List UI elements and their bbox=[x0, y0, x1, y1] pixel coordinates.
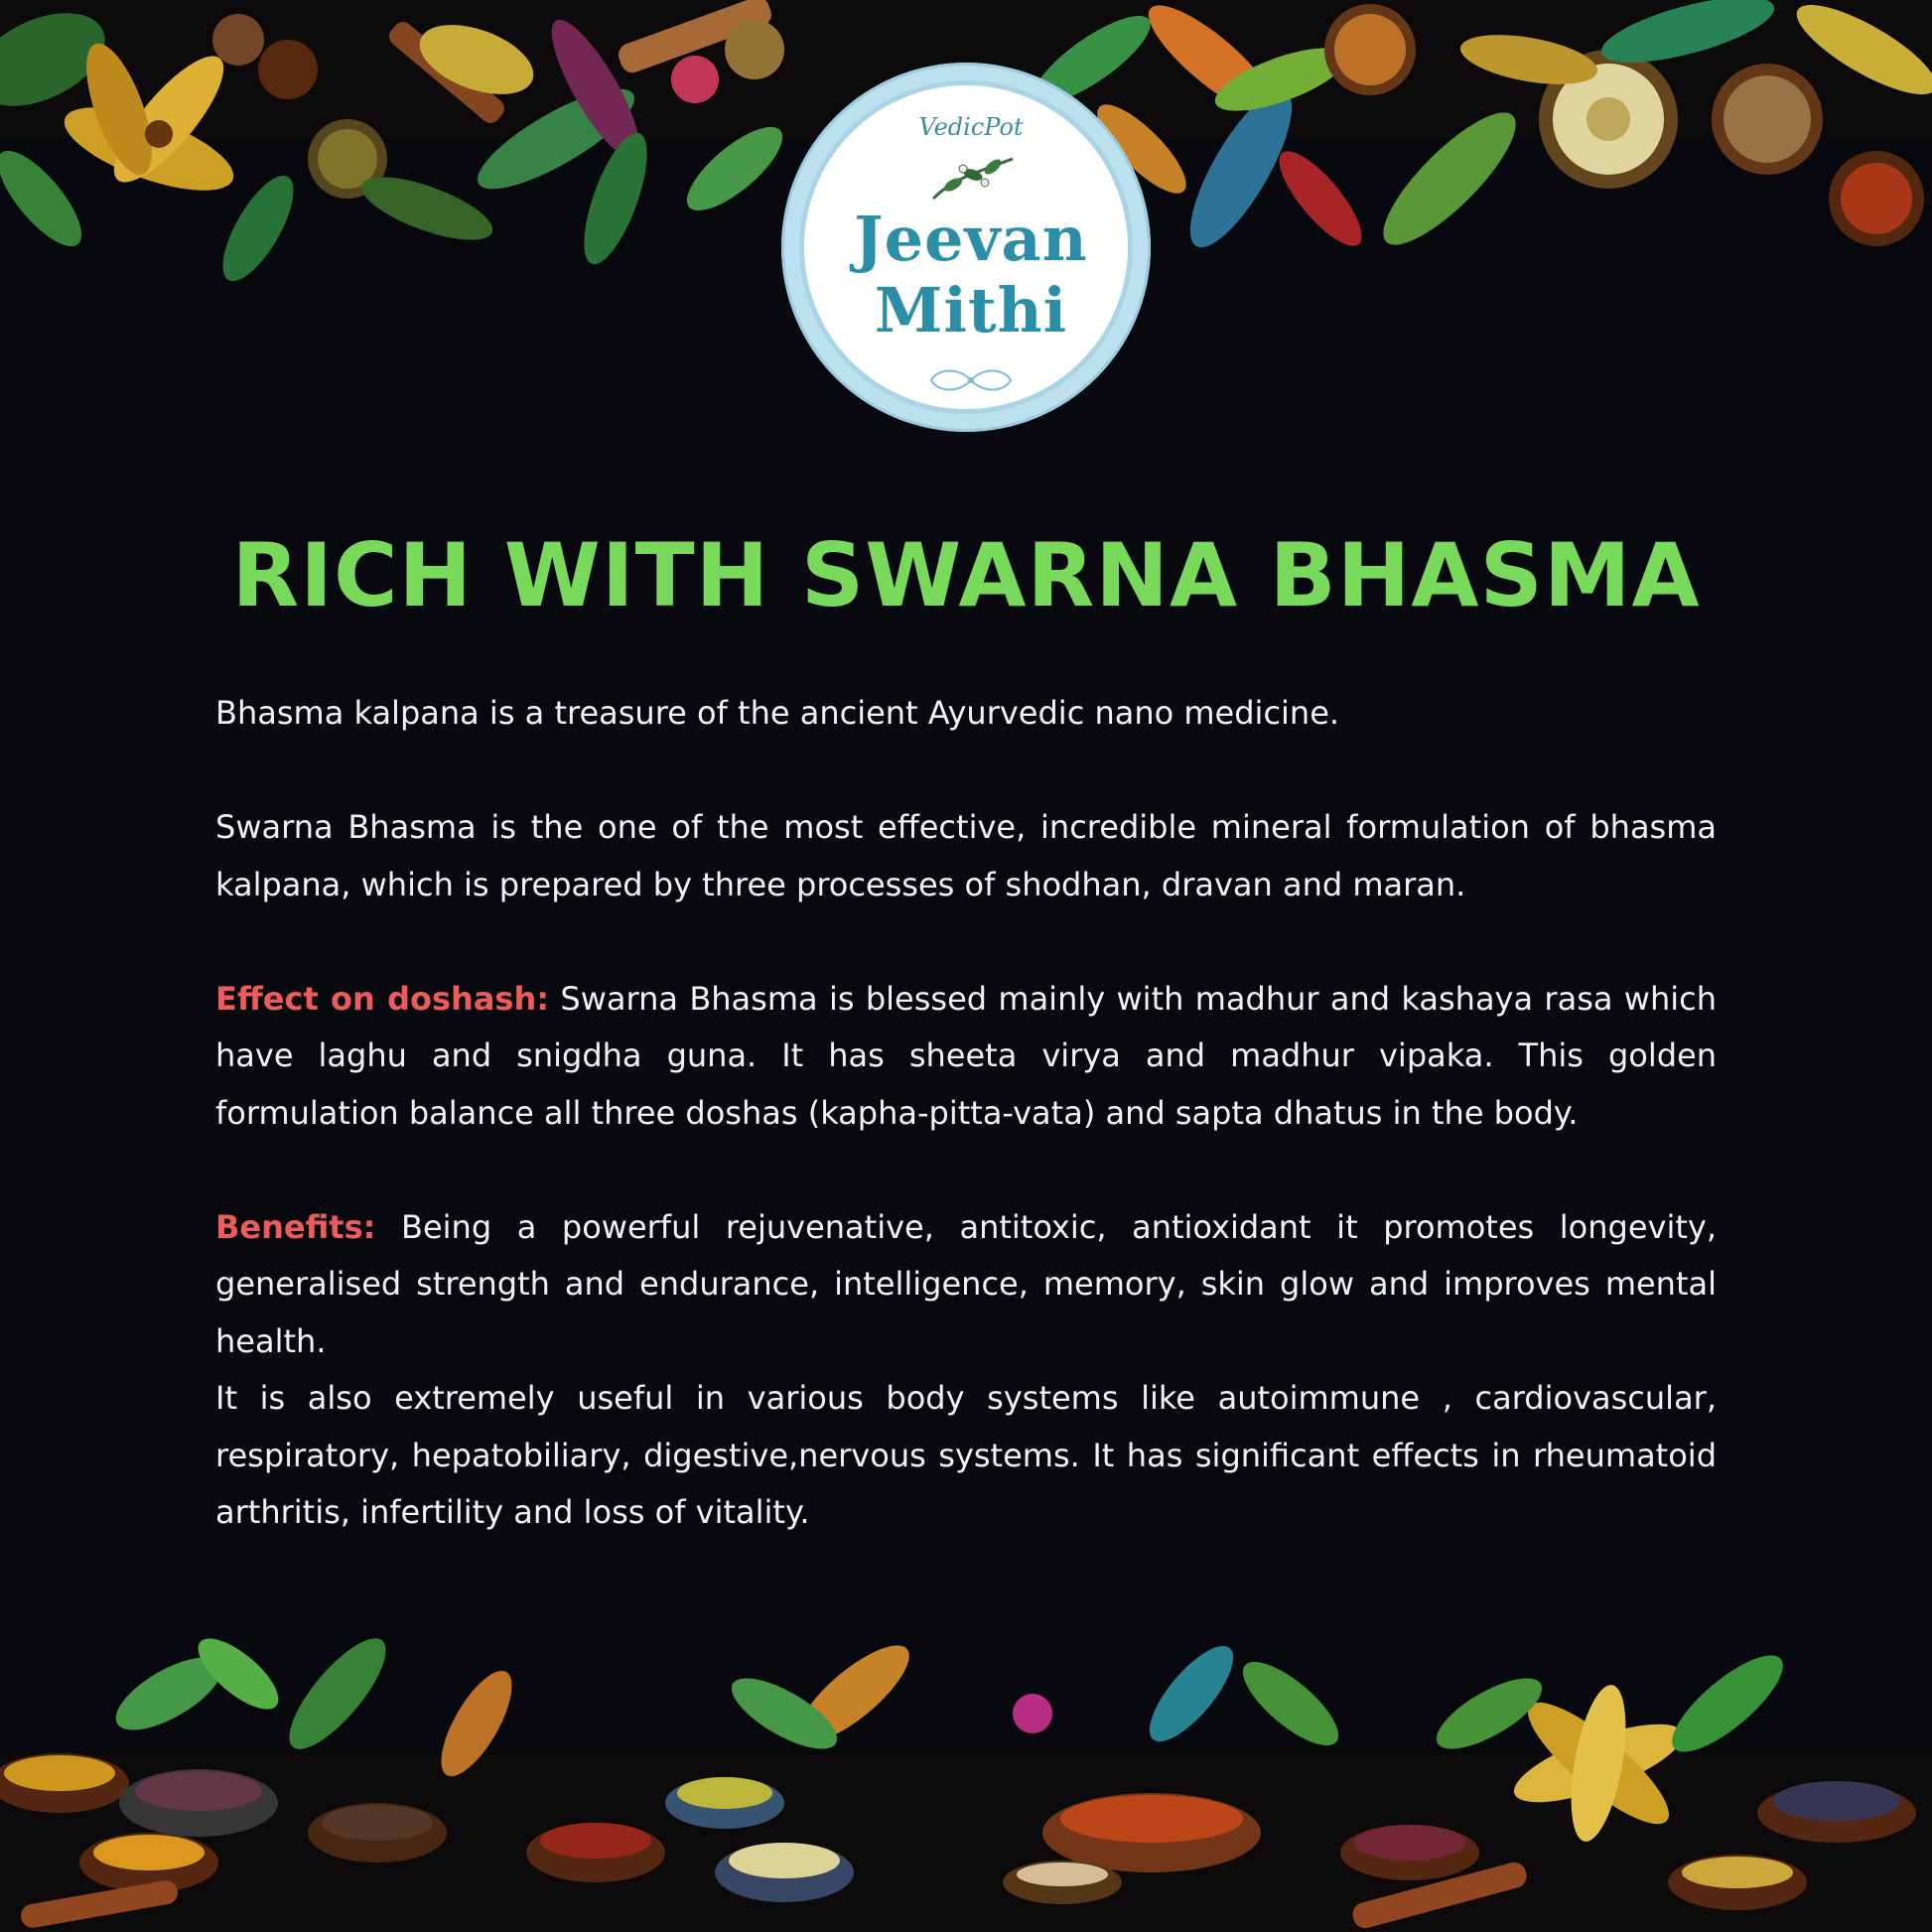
logo-brand-text: VedicPot bbox=[918, 113, 1024, 141]
ribbon-bow-icon bbox=[921, 365, 1021, 395]
description-content bbox=[215, 685, 1717, 1542]
body-systems-paragraph: It is also extremely useful in various body systems like autoimmune , cardiovascular, respiratory, hepatobiliary, digestive,nervous systems. It has significant effects in rheumatoid arthritis, infertility and loss of vitality. bbox=[215, 1379, 1717, 1531]
benefits-label: Benefits: bbox=[215, 1207, 376, 1246]
herb-sprig-icon bbox=[923, 149, 1023, 208]
page-title: RICH WITH SWARNA BHASMA bbox=[231, 524, 1701, 626]
brand-logo bbox=[781, 63, 1151, 432]
dosha-effect-label: Effect on doshash: bbox=[215, 979, 550, 1018]
benefits-paragraph bbox=[215, 1199, 1717, 1371]
logo-name-line2: Mithi bbox=[874, 274, 1068, 346]
logo-name-line1: Jeevan bbox=[854, 203, 1088, 275]
logo-inner-circle bbox=[799, 80, 1133, 414]
dosha-effect-text: Swarna Bhasma is blessed mainly with madhur and kashaya rasa which have laghu and snigdha guna. It has sheeta virya and madhur vipaka. This golden formulation balance all three doshas (kapha-pitta-vata) and sapta dhatus in the body. bbox=[215, 979, 1718, 1132]
spice-bowls-bottom-border bbox=[0, 1634, 1932, 1932]
dosha-effect-paragraph bbox=[215, 971, 1717, 1143]
intro-paragraph: Bhasma kalpana is a treasure of the ancient Ayurvedic nano medicine. bbox=[215, 694, 1340, 732]
benefits-text: Being a powerful rejuvenative, antitoxic, antioxidant it promotes longevity, generalised strength and endurance, intelligence, memory, skin glow and improves mental health. bbox=[215, 1207, 1718, 1360]
swarna-bhasma-paragraph: Swarna Bhasma is the one of the most effective, incredible mineral formulation of bhasma kalpana, which is prepared by three processes of shodhan, dravan and maran. bbox=[215, 808, 1717, 903]
